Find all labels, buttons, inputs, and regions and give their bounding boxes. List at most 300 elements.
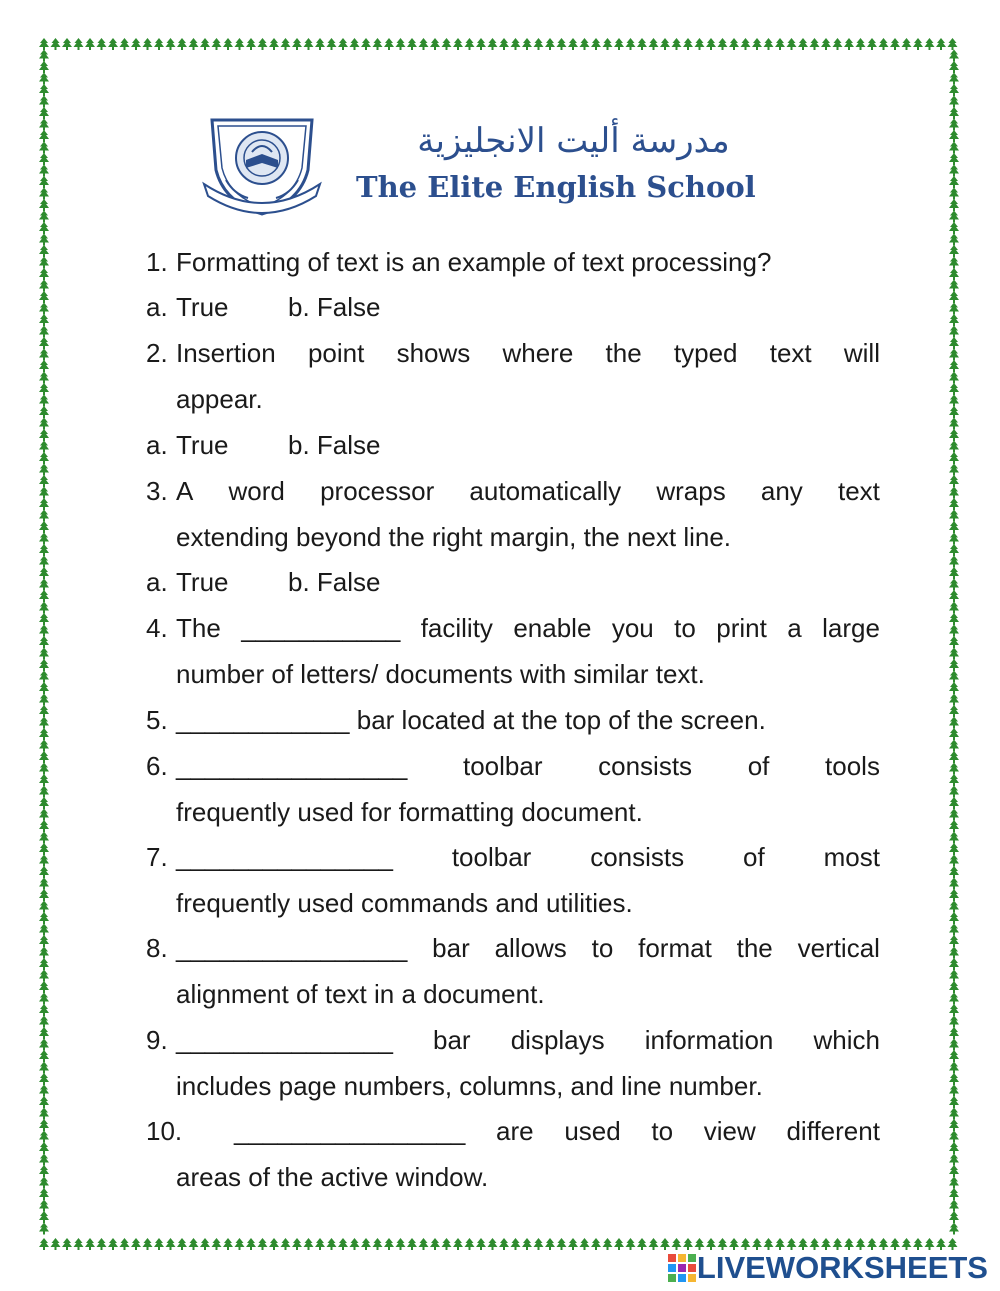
- tree-border-icon: [361, 1238, 371, 1250]
- word: word: [228, 476, 285, 506]
- tree-border-icon: [154, 1238, 164, 1250]
- tree-border-icon: [39, 1131, 49, 1143]
- tree-border-icon: [39, 1073, 49, 1085]
- tree-border-icon: [936, 38, 946, 50]
- tree-border-icon: [591, 38, 601, 50]
- tree-border-icon: [39, 429, 49, 441]
- tree-border-icon: [39, 142, 49, 154]
- tree-border-icon: [949, 222, 959, 234]
- tree-border-icon: [39, 797, 49, 809]
- tree-border-icon: [949, 268, 959, 280]
- tree-border-icon: [949, 901, 959, 913]
- tree-border-icon: [39, 855, 49, 867]
- tree-border-icon: [212, 38, 222, 50]
- tree-border-icon: [949, 533, 959, 545]
- tree-border-icon: [499, 1238, 509, 1250]
- tree-border-icon: [39, 1211, 49, 1223]
- tree-border-icon: [603, 1238, 613, 1250]
- tree-border-icon: [949, 866, 959, 878]
- word: large: [822, 613, 880, 643]
- tree-border-icon: [949, 406, 959, 418]
- tree-border-icon: [867, 38, 877, 50]
- tree-border-icon: [580, 38, 590, 50]
- tree-border-icon: [949, 809, 959, 821]
- tree-border-icon: [39, 1177, 49, 1189]
- tree-border-icon: [39, 533, 49, 545]
- tree-border-icon: [327, 1238, 337, 1250]
- question-text-line: number of letters/ documents with similar text.: [176, 659, 705, 689]
- tree-border-icon: [304, 1238, 314, 1250]
- tree-border-icon: [39, 441, 49, 453]
- word: toolbar: [451, 842, 532, 872]
- tree-border-icon: [949, 947, 959, 959]
- tree-border-icon: [949, 556, 959, 568]
- tree-border-icon: [949, 1154, 959, 1166]
- tree-border-icon: [660, 38, 670, 50]
- tree-border-icon: [85, 1238, 95, 1250]
- tree-border-icon: [499, 38, 509, 50]
- tree-border-icon: [949, 878, 959, 890]
- tree-border-icon: [39, 1016, 49, 1028]
- tree-border-icon: [39, 1050, 49, 1062]
- tree-border-icon: [39, 993, 49, 1005]
- word: of: [747, 751, 770, 781]
- tree-border-icon: [949, 498, 959, 510]
- tree-border-icon: [902, 38, 912, 50]
- word: point: [307, 338, 365, 368]
- tree-border-icon: [949, 636, 959, 648]
- tree-border-icon: [396, 38, 406, 50]
- tree-border-icon: [949, 464, 959, 476]
- tree-border-icon: [949, 153, 959, 165]
- tree-border-icon: [949, 1142, 959, 1154]
- tree-border-icon: [430, 38, 440, 50]
- tree-border-icon: [189, 1238, 199, 1250]
- tree-border-icon: [39, 61, 49, 73]
- tree-border-icon: [97, 1238, 107, 1250]
- tree-border-icon: [949, 832, 959, 844]
- tree-border-icon: [39, 613, 49, 625]
- tree-border-icon: [545, 38, 555, 50]
- tree-border-icon: [350, 1238, 360, 1250]
- tree-border-icon: [39, 556, 49, 568]
- question-number: 1.: [146, 247, 168, 277]
- option-true[interactable]: True: [176, 292, 229, 322]
- tree-border-icon: [39, 694, 49, 706]
- question-text-line: appear.: [176, 384, 263, 414]
- tree-border-icon: [200, 38, 210, 50]
- word: are: [496, 1116, 534, 1146]
- word: the: [736, 933, 773, 963]
- word: of: [743, 842, 765, 872]
- tree-border-icon: [949, 717, 959, 729]
- tree-border-icon: [338, 1238, 348, 1250]
- tree-border-icon: [741, 38, 751, 50]
- question-text-line: areas of the active window.: [176, 1162, 489, 1192]
- tree-border-icon: [949, 142, 959, 154]
- tree-border-icon: [39, 234, 49, 246]
- tree-border-icon: [39, 671, 49, 683]
- liveworksheets-logo[interactable]: [667, 1249, 988, 1287]
- word: displays: [510, 1025, 605, 1055]
- tree-border-icon: [384, 1238, 394, 1250]
- word: view: [703, 1116, 756, 1146]
- tree-border-icon: [949, 912, 959, 924]
- tree-border-icon: [949, 763, 959, 775]
- tree-border-icon: [39, 452, 49, 464]
- tree-border-icon: [603, 38, 613, 50]
- school-header: [196, 110, 806, 220]
- option-letter: a.: [146, 430, 168, 460]
- tree-border-icon: [108, 38, 118, 50]
- tree-border-icon: [39, 809, 49, 821]
- tree-border-icon: [949, 1223, 959, 1235]
- tree-border-icon: [810, 38, 820, 50]
- tree-border-icon: [949, 970, 959, 982]
- tree-border-icon: [718, 38, 728, 50]
- tree-border-icon: [949, 981, 959, 993]
- tree-border-icon: [949, 751, 959, 763]
- question-text-line: [176, 838, 880, 876]
- tree-border-icon: [949, 1039, 959, 1051]
- option-false[interactable]: b. False: [288, 567, 381, 597]
- tree-border-icon: [949, 372, 959, 384]
- tree-border-icon: [949, 728, 959, 740]
- tree-border-icon: [39, 774, 49, 786]
- tree-border-icon: [39, 303, 49, 315]
- tree-border-icon: [39, 165, 49, 177]
- tree-border-icon: [949, 625, 959, 637]
- question-number: 5.: [146, 705, 168, 735]
- word: which: [813, 1025, 880, 1055]
- tree-border-icon: [949, 682, 959, 694]
- answer-blank[interactable]: _______________: [176, 1025, 393, 1055]
- tree-border-icon: [51, 38, 61, 50]
- tree-border-icon: [949, 924, 959, 936]
- tree-border-icon: [39, 866, 49, 878]
- tree-border-icon: [361, 38, 371, 50]
- tree-border-icon: [637, 38, 647, 50]
- word: wraps: [656, 476, 726, 506]
- word: vertical: [797, 933, 880, 963]
- tree-border-icon: [775, 38, 785, 50]
- tree-border-icon: [949, 107, 959, 119]
- tree-border-icon: [315, 1238, 325, 1250]
- tree-border-icon: [39, 1062, 49, 1074]
- answer-blank[interactable]: ________________: [234, 1116, 466, 1146]
- word: facility: [420, 613, 493, 643]
- word: toolbar: [463, 751, 543, 781]
- tree-border-icon: [476, 1238, 486, 1250]
- tree-border-icon: [844, 38, 854, 50]
- tree-border-icon: [177, 1238, 187, 1250]
- word: format: [638, 933, 712, 963]
- tree-border-icon: [626, 38, 636, 50]
- word: to: [591, 933, 614, 963]
- tree-border-icon: [39, 222, 49, 234]
- tree-border-icon: [949, 487, 959, 499]
- tree-border-icon: [949, 567, 959, 579]
- tree-border-icon: [39, 1085, 49, 1097]
- tree-border-icon: [925, 38, 935, 50]
- tree-border-icon: [39, 130, 49, 142]
- tree-border-icon: [649, 38, 659, 50]
- tree-border-icon: [949, 199, 959, 211]
- tree-border-icon: [235, 38, 245, 50]
- question-text-line: [176, 609, 880, 647]
- tree-border-icon: [39, 521, 49, 533]
- tree-border-icon: [39, 372, 49, 384]
- tree-border-icon: [949, 1085, 959, 1097]
- tree-border-icon: [384, 38, 394, 50]
- tree-border-icon: [488, 38, 498, 50]
- tree-border-icon: [522, 38, 532, 50]
- tree-border-icon: [949, 234, 959, 246]
- word: consists: [598, 751, 693, 781]
- tree-border-icon: [949, 1119, 959, 1131]
- word: different: [786, 1116, 880, 1146]
- tree-border-icon: [62, 38, 72, 50]
- tree-border-icon: [949, 613, 959, 625]
- tree-border-icon: [39, 1165, 49, 1177]
- word: will: [843, 338, 880, 368]
- tree-border-icon: [39, 636, 49, 648]
- tree-border-icon: [39, 648, 49, 660]
- answer-blank[interactable]: ________________: [176, 933, 408, 963]
- tree-border-icon: [39, 947, 49, 959]
- tree-border-icon: [949, 1027, 959, 1039]
- tree-border-icon: [120, 38, 130, 50]
- word: consists: [590, 842, 685, 872]
- tree-border-icon: [568, 38, 578, 50]
- tree-border-icon: [97, 38, 107, 50]
- tree-border-icon: [304, 38, 314, 50]
- tree-border-icon: [39, 291, 49, 303]
- question-number: 2.: [146, 338, 168, 368]
- tree-border-icon: [143, 38, 153, 50]
- tree-border-icon: [833, 38, 843, 50]
- tree-border-icon: [39, 763, 49, 775]
- tree-border-icon: [39, 1154, 49, 1166]
- option-letter: a.: [146, 292, 168, 322]
- tree-border-icon: [949, 740, 959, 752]
- tree-border-icon: [39, 1200, 49, 1212]
- question-number: 6.: [146, 751, 168, 781]
- tree-border-icon: [949, 61, 959, 73]
- tree-border-icon: [39, 659, 49, 671]
- tree-border-icon: [39, 119, 49, 131]
- tree-border-icon: [396, 1238, 406, 1250]
- tree-border-icon: [949, 119, 959, 131]
- tree-border-icon: [166, 1238, 176, 1250]
- tree-border-icon: [407, 1238, 417, 1250]
- tree-border-icon: [62, 1238, 72, 1250]
- tree-border-icon: [614, 1238, 624, 1250]
- tree-border-icon: [39, 935, 49, 947]
- tree-border-icon: [350, 38, 360, 50]
- question-text-line: frequently used for formatting document.: [176, 797, 643, 827]
- option-letter: a.: [146, 567, 168, 597]
- question-text-line: frequently used commands and utilities.: [176, 888, 633, 918]
- tree-border-icon: [39, 889, 49, 901]
- tree-border-icon: [258, 1238, 268, 1250]
- tree-border-icon: [949, 245, 959, 257]
- word: to: [674, 613, 696, 643]
- tree-border-icon: [39, 510, 49, 522]
- tree-border-icon: [269, 1238, 279, 1250]
- tree-border-icon: [949, 326, 959, 338]
- tree-border-icon: [949, 429, 959, 441]
- tree-border-icon: [949, 993, 959, 1005]
- tree-border-icon: [949, 1062, 959, 1074]
- tree-border-icon: [890, 38, 900, 50]
- tree-border-icon: [212, 1238, 222, 1250]
- tree-border-icon: [39, 786, 49, 798]
- option-false[interactable]: b. False: [288, 430, 381, 460]
- tree-border-icon: [131, 38, 141, 50]
- option-false[interactable]: b. False: [288, 292, 381, 322]
- tree-border-icon: [453, 38, 463, 50]
- tree-border-icon: [949, 1200, 959, 1212]
- option-true[interactable]: True: [176, 567, 229, 597]
- tree-border-icon: [373, 38, 383, 50]
- tree-border-icon: [752, 38, 762, 50]
- tree-border-icon: [453, 1238, 463, 1250]
- answer-blank[interactable]: ___________: [241, 613, 401, 643]
- tree-border-icon: [39, 1223, 49, 1235]
- word: information: [644, 1025, 774, 1055]
- tree-border-icon: [729, 38, 739, 50]
- tree-border-icon: [614, 38, 624, 50]
- tree-border-icon: [949, 1016, 959, 1028]
- tree-border-icon: [465, 38, 475, 50]
- tree-border-icon: [580, 1238, 590, 1250]
- word: tools: [825, 751, 880, 781]
- tree-border-icon: [131, 1238, 141, 1250]
- tree-border-icon: [258, 38, 268, 50]
- tree-border-icon: [798, 38, 808, 50]
- word: where: [502, 338, 574, 368]
- tree-border-icon: [949, 820, 959, 832]
- tree-border-icon: [39, 337, 49, 349]
- tree-border-icon: [407, 38, 417, 50]
- word: bar: [432, 933, 470, 963]
- tree-border-icon: [949, 165, 959, 177]
- tree-border-icon: [488, 1238, 498, 1250]
- word: text: [769, 338, 812, 368]
- tree-border-icon: [442, 1238, 452, 1250]
- tree-border-icon: [821, 38, 831, 50]
- tree-border-icon: [39, 958, 49, 970]
- tree-border-icon: [177, 38, 187, 50]
- tree-border-icon: [39, 84, 49, 96]
- tree-border-icon: [949, 475, 959, 487]
- tree-border-icon: [949, 855, 959, 867]
- tree-border-icon: [269, 38, 279, 50]
- tree-border-icon: [39, 245, 49, 257]
- tree-border-icon: [683, 38, 693, 50]
- tree-border-icon: [281, 38, 291, 50]
- tree-border-icon: [39, 464, 49, 476]
- tree-border-icon: [39, 912, 49, 924]
- tree-border-icon: [39, 820, 49, 832]
- tree-border-icon: [39, 981, 49, 993]
- tree-border-icon: [373, 1238, 383, 1250]
- tree-border-icon: [949, 1108, 959, 1120]
- word: text: [838, 476, 880, 506]
- tree-border-icon: [949, 671, 959, 683]
- tree-border-icon: [856, 38, 866, 50]
- tree-border-icon: [949, 1050, 959, 1062]
- tree-border-icon: [39, 740, 49, 752]
- tree-border-icon: [39, 418, 49, 430]
- question-text-line: alignment of text in a document.: [176, 979, 545, 1009]
- tree-border-icon: [292, 38, 302, 50]
- tree-border-icon: [39, 349, 49, 361]
- tree-border-icon: [235, 1238, 245, 1250]
- tree-border-icon: [39, 567, 49, 579]
- tree-border-icon: [120, 1238, 130, 1250]
- tree-border-icon: [949, 659, 959, 671]
- tree-border-icon: [949, 211, 959, 223]
- tree-border-icon: [51, 1238, 61, 1250]
- word: most: [823, 842, 880, 872]
- answer-blank[interactable]: _______________: [176, 842, 393, 872]
- tree-border-icon: [419, 38, 429, 50]
- tree-border-icon: [557, 1238, 567, 1250]
- tree-border-icon: [39, 50, 49, 62]
- tree-border-icon: [39, 38, 49, 50]
- tree-border-icon: [39, 176, 49, 188]
- tree-border-icon: [949, 843, 959, 855]
- tree-border-icon: [949, 418, 959, 430]
- tree-border-icon: [949, 521, 959, 533]
- tree-border-icon: [39, 751, 49, 763]
- word: processor: [320, 476, 435, 506]
- tree-border-icon: [949, 50, 959, 62]
- tree-border-icon: [39, 843, 49, 855]
- word: A: [176, 476, 194, 506]
- tree-border-icon: [39, 682, 49, 694]
- tree-border-icon: [154, 38, 164, 50]
- tree-border-icon: [39, 96, 49, 108]
- tree-border-icon: [39, 1027, 49, 1039]
- tree-border-icon: [39, 487, 49, 499]
- tree-border-icon: [511, 38, 521, 50]
- tree-border-icon: [223, 1238, 233, 1250]
- tree-border-icon: [949, 314, 959, 326]
- tree-border-icon: [949, 705, 959, 717]
- tree-border-icon: [39, 901, 49, 913]
- tree-border-icon: [949, 349, 959, 361]
- tree-border-icon: [39, 188, 49, 200]
- option-true[interactable]: True: [176, 430, 229, 460]
- tree-border-icon: [949, 257, 959, 269]
- tree-border-icon: [949, 1211, 959, 1223]
- word: The: [176, 613, 221, 643]
- tree-border-icon: [949, 544, 959, 556]
- tree-border-icon: [39, 314, 49, 326]
- tree-border-icon: [949, 73, 959, 85]
- tree-border-icon: [949, 130, 959, 142]
- answer-blank[interactable]: ________________: [176, 751, 408, 781]
- tree-border-icon: [39, 257, 49, 269]
- tree-border-icon: [39, 1188, 49, 1200]
- tree-border-icon: [949, 889, 959, 901]
- tree-border-icon: [706, 38, 716, 50]
- question-number: 8.: [146, 933, 168, 963]
- tree-border-icon: [568, 1238, 578, 1250]
